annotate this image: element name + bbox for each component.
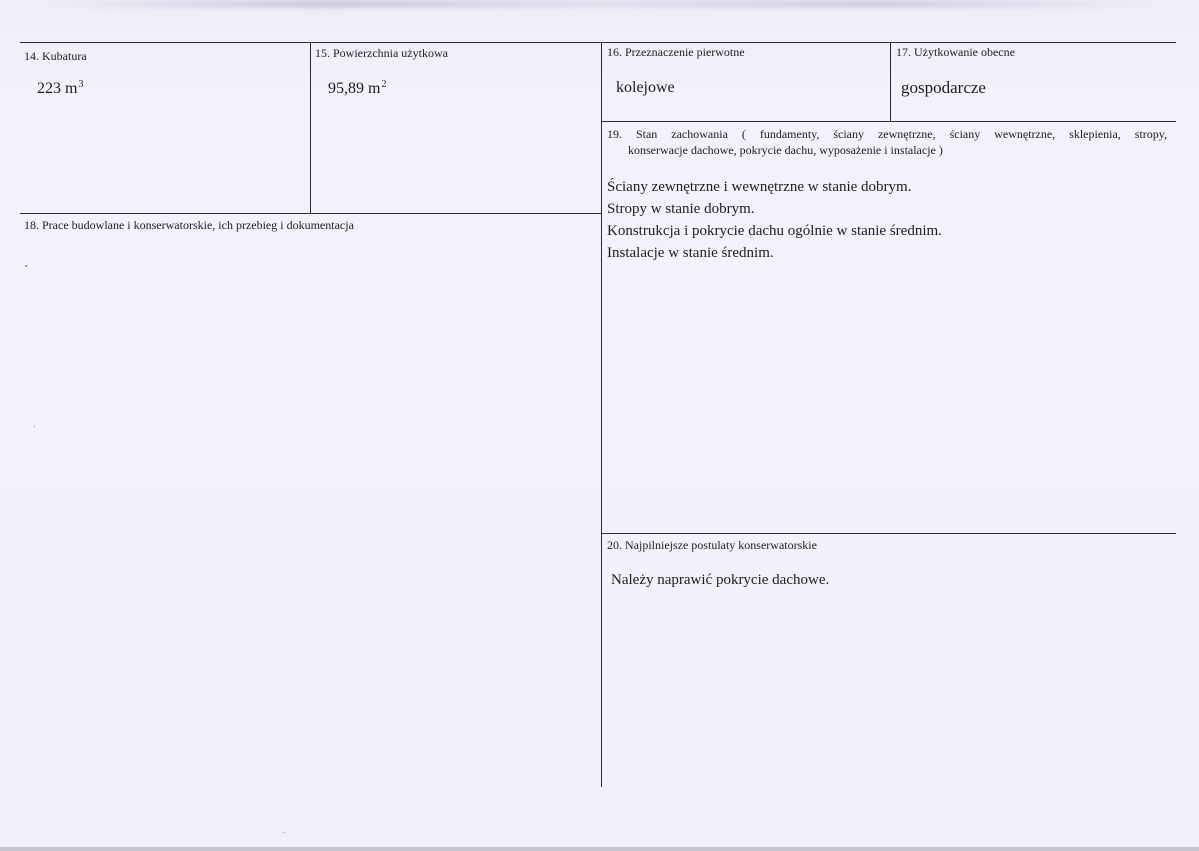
top-rule <box>20 42 1176 43</box>
condition-line: Konstrukcja i pokrycie dachu ogólnie w stanie średnim. <box>607 223 942 239</box>
divider-center <box>601 42 602 787</box>
rule-above-20 <box>601 533 1176 534</box>
field-15-value-text: 95,89 m <box>328 80 381 97</box>
field-17-value: gospodarcze <box>901 78 986 97</box>
divider-14-15 <box>310 42 311 214</box>
field-14-value <box>37 79 83 99</box>
field-20-value: Należy naprawić pokrycie dachowe. <box>611 572 830 588</box>
field-17-label: 17. Użytkowanie obecne <box>896 45 1015 59</box>
field-15-unit-exponent: 2 <box>381 78 387 90</box>
scan-speck <box>34 425 35 428</box>
field-16-value: kolejowe <box>616 79 675 96</box>
field-20-label: 20. Najpilniejsze postulaty konserwatorskie <box>607 538 817 552</box>
field-14-label: 14. Kubatura <box>24 49 87 63</box>
field-19-condition-text <box>607 176 942 264</box>
condition-line: Ściany zewnętrzne i wewnętrzne w stanie dobrym. <box>607 179 912 195</box>
field-16-label: 16. Przeznaczenie pierwotne <box>607 45 745 59</box>
field-14-value-text: 223 m <box>37 80 78 97</box>
field-19-label-line1: 19. Stan zachowania ( fundamenty, ściany zewnętrzne, ściany wewnętrzne, sklepienia, stropy, <box>607 127 1167 141</box>
field-19-label-line2: konserwacje dachowe, pokrycie dachu, wyposażenie i instalacje ) <box>628 143 943 157</box>
field-18-label: 18. Prace budowlane i konserwatorskie, ich przebieg i dokumentacja <box>24 218 354 232</box>
divider-16-17 <box>890 42 891 122</box>
scan-speck <box>282 832 286 833</box>
field-15-label: 15. Powierzchnia użytkowa <box>315 46 448 60</box>
field-15-value <box>328 79 386 99</box>
field-14-unit-exponent: 3 <box>78 78 84 90</box>
rule-under-16-17 <box>601 121 1176 122</box>
scan-bottom-edge <box>0 847 1199 851</box>
condition-line: Stropy w stanie dobrym. <box>607 201 755 217</box>
condition-line: Instalacje w stanie średnim. <box>607 245 774 261</box>
scan-speck <box>25 265 27 267</box>
field-19-label <box>607 126 1167 158</box>
scan-smudge <box>40 0 1160 8</box>
